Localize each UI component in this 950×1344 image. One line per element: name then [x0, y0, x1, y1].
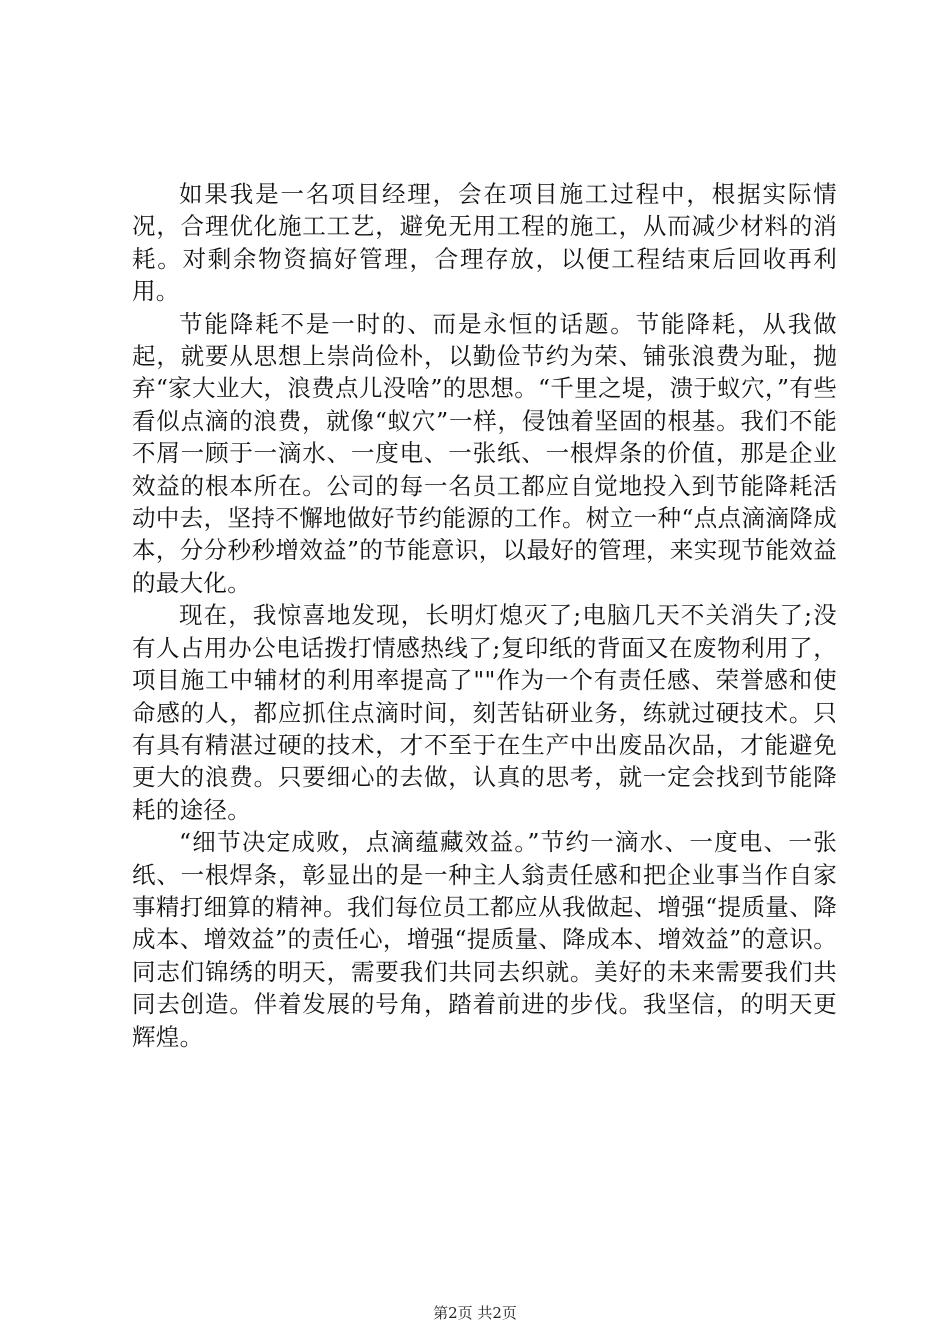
- paragraph-4: “细节决定成败，点滴蕴藏效益。”节约一滴水、一度电、一张纸、一根焊条，彰显出的是一种主人翁责任感和把企业事当作自家事精打细算的精神。我们每位员工都应从我做起、增强“提质量、降成本、增效益”的责任心，增强“提质量、降成本、增效益”的意识。同志们锦绣的明天，需要我们共同去织就。美好的未来需要我们共同去创造。伴着发展的号角，踏着前进的步伐。我坚信，的明天更辉煌。: [132, 828, 837, 1051]
- document-body: [132, 178, 837, 1053]
- paragraph-1: 如果我是一名项目经理，会在项目施工过程中，根据实际情况，合理优化施工工艺，避免无用工程的施工，从而减少材料的消耗。对剩余物资搞好管理，合理存放，以便工程结束后回收再利用。: [132, 180, 837, 306]
- page-number-footer: 第2页 共2页: [433, 1304, 517, 1322]
- paragraph-3: 现在，我惊喜地发现，长明灯熄灭了;电脑几天不关消失了;没有人占用办公电话拨打情感热线了;复印纸的背面又在废物利用了，项目施工中辅材的利用率提高了""作为一个有责任感、荣誉感和使命感的人，都应抓住点滴时间，刻苦钻研业务，练就过硬技术。只有具有精湛过硬的技术，才不至于在生产中出废品次品，才能避免更大的浪费。只要细心的去做，认真的思考，就一定会找到节能降耗的途径。: [132, 601, 837, 824]
- paragraph-2: 节能降耗不是一时的、而是永恒的话题。节能降耗，从我做起，就要从思想上崇尚俭朴，以勤俭节约为荣、铺张浪费为耻，抛弃“家大业大，浪费点儿没啥”的思想。“千里之堤，溃于蚁穴，”有些看似点滴的浪费，就像“蚁穴”一样，侵蚀着坚固的根基。我们不能不屑一顾于一滴水、一度电、一张纸、一根焊条的价值，那是企业效益的根本所在。公司的每一名员工都应自觉地投入到节能降耗活动中去，坚持不懈地做好节约能源的工作。树立一种“点点滴滴降成本，分分秒秒增效益”的节能意识，以最好的管理，来实现节能效益的最大化。: [132, 309, 837, 597]
